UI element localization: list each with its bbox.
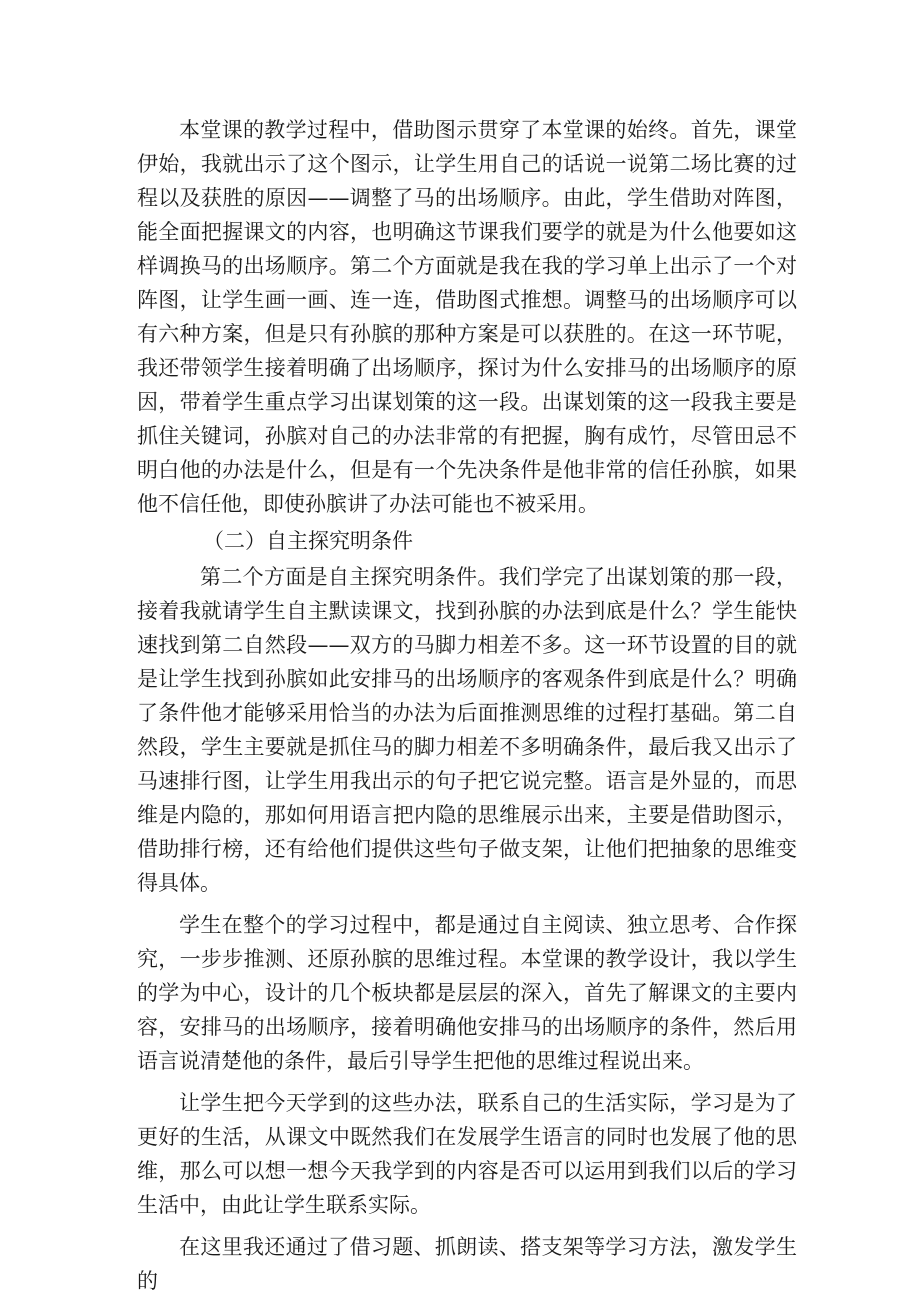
paragraph-teaching-process: 本堂课的教学过程中，借助图示贯穿了本堂课的始终。首先，课堂伊始，我就出示了这个图示，让学生用自己的话说一说第二场比赛的过程以及获胜的原因——调整了马的出场顺序。由此，学生借助对阵图，能全面把握课文的内容，也明确这节课我们要学的就是为什么他要如这样调换马的出场顺序。第二个方面就是我在我的学习单上出示了一个对阵图，让学生画一画、连一连，借助图式推想。调整马的出场顺序可以有六种方案，但是只有孙膑的那种方案是可以获胜的。在这一环节呢，我还带领学生接着明确了出场顺序，探讨为什么安排马的出场顺序的原因，带着学生重点学习出谋划策的这一段。出谋划策的这一段我主要是抓住关键词，孙膑对自己的办法非常的有把握，胸有成竹，尽管田忌不明白他的办法是什么，但是有一个先决条件是他非常的信任孙膑，如果他不信任他，即使孙膑讲了办法可能也不被采用。	[137, 118, 797, 516]
paragraph-learning-process: 学生在整个的学习过程中，都是通过自主阅读、独立思考、合作探究，一步步推测、还原孙膑的思维过程。本堂课的教学设计，我以学生的学为中心，设计的几个板块都是层层的深入，首先了解课文的主要内容，安排马的出场顺序，接着明确他安排马的出场顺序的条件，然后用语言说清楚他的条件，最后引导学生把他的思维过程说出来。	[137, 913, 797, 1073]
paragraph-methods: 在这里我还通过了借习题、抓朗读、搭支架等学习方法，激发学生的	[137, 1235, 797, 1293]
section-heading: （二）自主探究明条件	[203, 529, 413, 553]
paragraph-real-life: 让学生把今天学到的这些办法，联系自己的生活实际，学习是为了更好的生活，从课文中既然我们在发展学生语言的同时也发展了他的思维，那么可以想一想今天我学到的内容是否可以运用到我们以后的学习生活中，由此让学生联系实际。	[137, 1091, 797, 1217]
document-body	[137, 113, 797, 1298]
paragraph-explore-conditions: 第二个方面是自主探究明条件。我们学完了出谋划策的那一段，接着我就请学生自主默读课文，找到孙膑的办法到底是什么？学生能快速找到第二自然段——双方的马脚力相差不多。这一环节设置的目的就是让学生找到孙膑如此安排马的出场顺序的客观条件到底是什么？明确了条件他才能够采用恰当的办法为后面推测思维的过程打基础。第二自然段，学生主要就是抓住马的脚力相差不多明确条件，最后我又出示了马速排行图，让学生用我出示的句子把它说完整。语言是外显的，而思维是内隐的，那如何用语言把内隐的思维展示出来，主要是借助图示，借助排行榜，还有给他们提供这些句子做支架，让他们把抽象的思维变得具体。	[137, 565, 797, 895]
